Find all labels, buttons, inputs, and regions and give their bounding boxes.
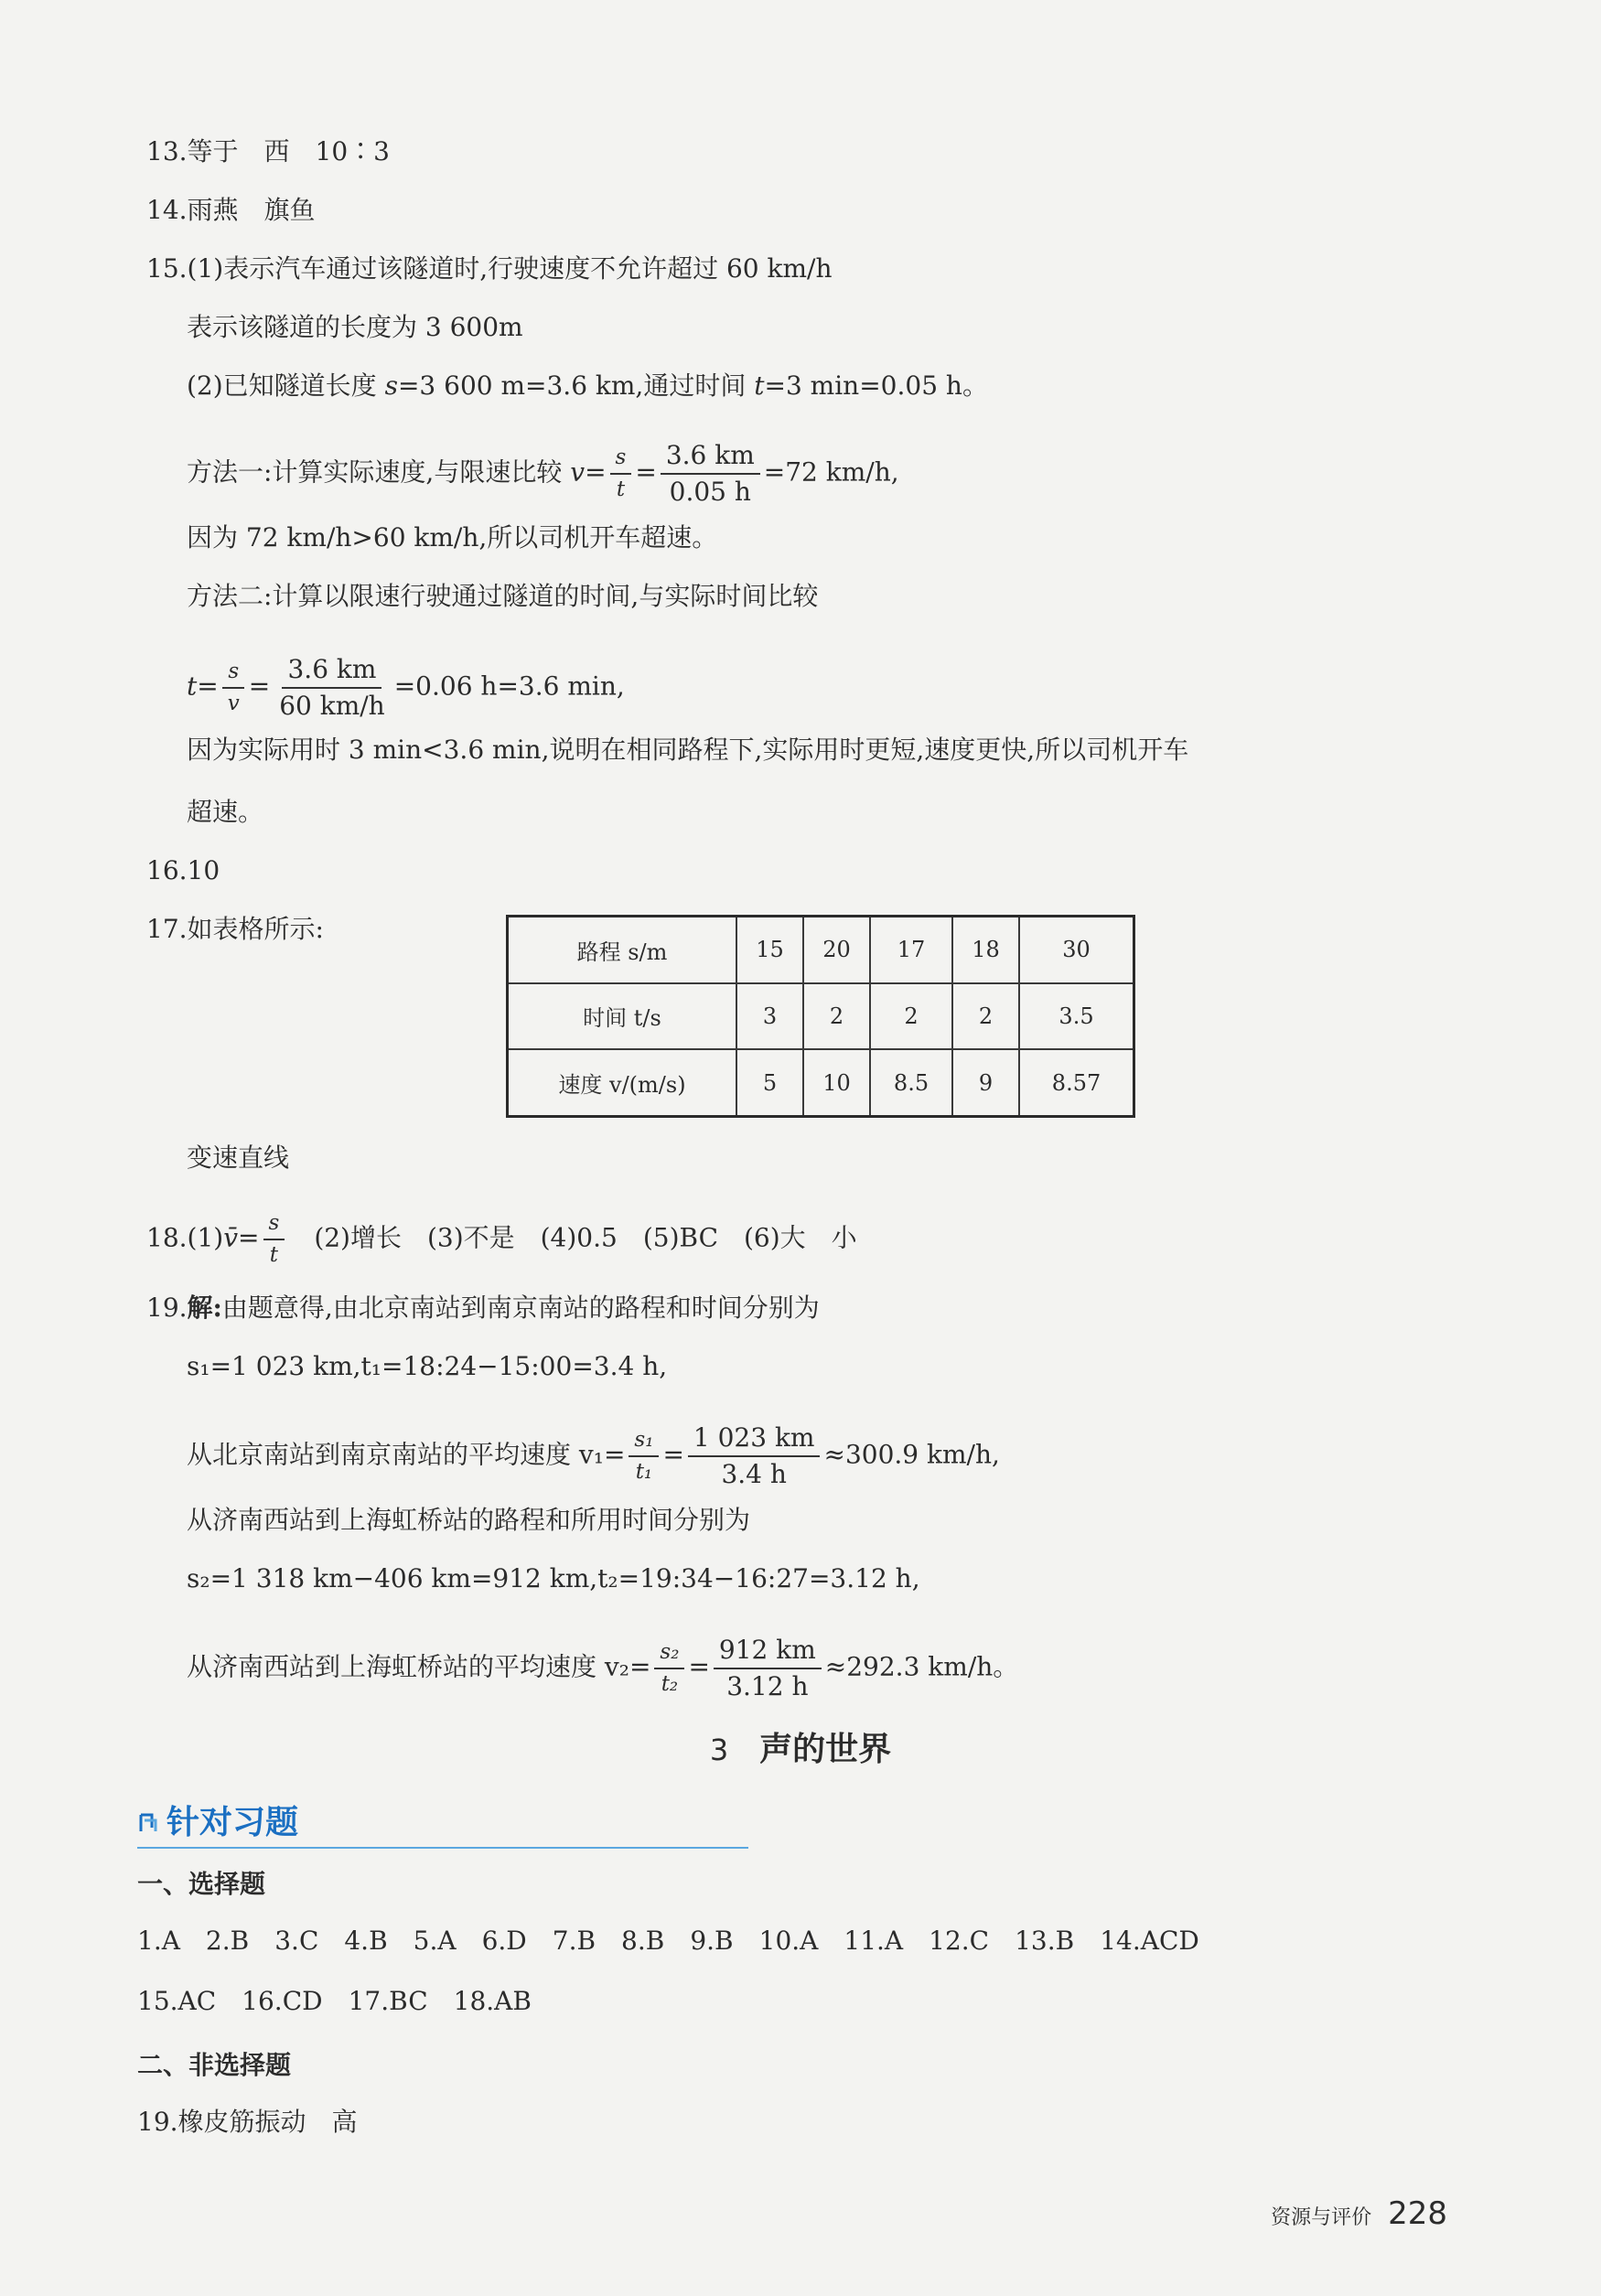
fraction: $\frac{s}{t}$ xyxy=(263,1213,285,1266)
table-row xyxy=(508,917,1134,983)
table-cell: 2 xyxy=(952,983,1019,1049)
part1-title: 一、选择题 xyxy=(137,1869,266,1899)
answer-18: 18.(1)v̄= $\frac{s}{t}$ (2)增长 (3)不是 (4)0.5 (5)BC (6)大 小 xyxy=(146,1211,857,1267)
fraction: $\frac{1 023 km}{3.4 h}$ xyxy=(688,1425,821,1487)
table-cell: 速度 v/(m/s) xyxy=(508,1049,737,1116)
table-cell: 时间 t/s xyxy=(508,983,737,1049)
choice-answers-1: 1.A 2.B 3.C 4.B 5.A 6.D 7.B 8.B 9.B 10.A 11.A 12.C 13.B 14.ACD xyxy=(137,1926,1199,1956)
because-2-end: 超速。 xyxy=(187,797,264,827)
table-cell: 路程 s/m xyxy=(508,917,737,983)
table-cell: 10 xyxy=(803,1049,870,1116)
data-table xyxy=(506,915,1135,1118)
table-cell: 8.57 xyxy=(1019,1049,1134,1116)
table-cell: 15 xyxy=(736,917,803,983)
section-heading: 针对习题 xyxy=(137,1797,298,1843)
answer-19-speed1: 从北京南站到南京南站的平均速度 v₁= $\frac{\text{s₁}}{\text{t₁}}$ = $\frac{1 023 km}{3.4 h}$ ≈300.9 km/h, xyxy=(187,1422,1000,1489)
answer-15-part2: (2)已知隧道长度 s=3 600 m=3.6 km,通过时间 t=3 min=0.05 h。 xyxy=(187,370,988,401)
table-cell: 5 xyxy=(736,1049,803,1116)
answer-19-line5: s₂=1 318 km−406 km=912 km,t₂=19:34−16:27=3.12 h, xyxy=(187,1563,920,1593)
table-cell: 3 xyxy=(736,983,803,1049)
table-row xyxy=(508,983,1134,1049)
method-two-formula: t= $\frac{s}{v}$ = $\frac{3.6 km}{60 km/h}$ =0.06 h=3.6 min, xyxy=(187,654,625,721)
table-cell: 20 xyxy=(803,917,870,983)
page-number: 228 xyxy=(1388,2195,1447,2232)
fraction: $\frac{\text{s₂}}{\text{t₂}}$ xyxy=(654,1642,684,1695)
answer-19-line4: 从济南西站到上海虹桥站的路程和所用时间分别为 xyxy=(187,1505,751,1535)
answer-13: 13.等于 西 10∶3 xyxy=(146,136,390,166)
table-cell: 2 xyxy=(870,983,952,1049)
answer-19-sound: 19.橡皮筋振动 高 xyxy=(137,2107,358,2137)
part2-title: 二、非选择题 xyxy=(137,2050,292,2080)
answer-15-part1-b: 表示该隧道的长度为 3 600m xyxy=(187,312,523,342)
table-cell: 3.5 xyxy=(1019,983,1134,1049)
answer-14: 14.雨燕 旗鱼 xyxy=(146,195,316,225)
answer-16: 16.10 xyxy=(146,855,220,885)
fraction: $\frac{s}{t}$ xyxy=(610,447,632,500)
because-1: 因为 72 km/h>60 km/h,所以司机开车超速。 xyxy=(187,522,718,553)
fraction: $\frac{3.6 km}{0.05 h}$ xyxy=(661,443,760,505)
bookmark-icon xyxy=(137,1811,161,1835)
answer-19-intro: 19.解:由题意得,由北京南站到南京南站的路程和时间分别为 xyxy=(146,1293,820,1323)
answer-17-result: 变速直线 xyxy=(187,1143,290,1173)
section-title: 3 声的世界 xyxy=(709,1731,892,1768)
fraction: $\frac{3.6 km}{60 km/h}$ xyxy=(279,654,385,721)
table-row xyxy=(508,1049,1134,1116)
fraction: $\frac{s}{v}$ xyxy=(222,661,245,714)
answer-19-speed2: 从济南西站到上海虹桥站的平均速度 v₂= $\frac{\text{s₂}}{\text{t₂}}$ = $\frac{912 km}{3.12 h}$ ≈292.3 km/h。 xyxy=(187,1635,1019,1701)
fraction: $\frac{\text{s₁}}{\text{t₁}}$ xyxy=(629,1430,659,1483)
answer-19-line2: s₁=1 023 km,t₁=18:24−15:00=3.4 h, xyxy=(187,1351,668,1381)
heading-underline xyxy=(137,1847,748,1849)
method-two: 方法二:计算以限速行驶通过隧道的时间,与实际时间比较 xyxy=(187,581,819,611)
table-cell: 30 xyxy=(1019,917,1134,983)
answer-15-part1: 15.(1)表示汽车通过该隧道时,行驶速度不允许超过 60 km/h xyxy=(146,253,833,284)
table-cell: 9 xyxy=(952,1049,1019,1116)
fraction: $\frac{912 km}{3.12 h}$ xyxy=(714,1637,822,1700)
page-footer: 资源与评价 228 xyxy=(1271,2195,1447,2232)
table-cell: 8.5 xyxy=(870,1049,952,1116)
answer-17-label: 17.如表格所示: xyxy=(146,914,324,944)
because-2: 因为实际用时 3 min<3.6 min,说明在相同路程下,实际用时更短,速度更快,所以司机开车 xyxy=(187,735,1189,765)
table-cell: 18 xyxy=(952,917,1019,983)
method-one-formula: 方法一:计算实际速度,与限速比较 v= $\frac{s}{t}$ = $\frac{3.6 km}{0.05 h}$ =72 km/h, xyxy=(187,440,899,507)
table-cell: 2 xyxy=(803,983,870,1049)
table-cell: 17 xyxy=(870,917,952,983)
choice-answers-2: 15.AC 16.CD 17.BC 18.AB xyxy=(137,1986,532,2016)
